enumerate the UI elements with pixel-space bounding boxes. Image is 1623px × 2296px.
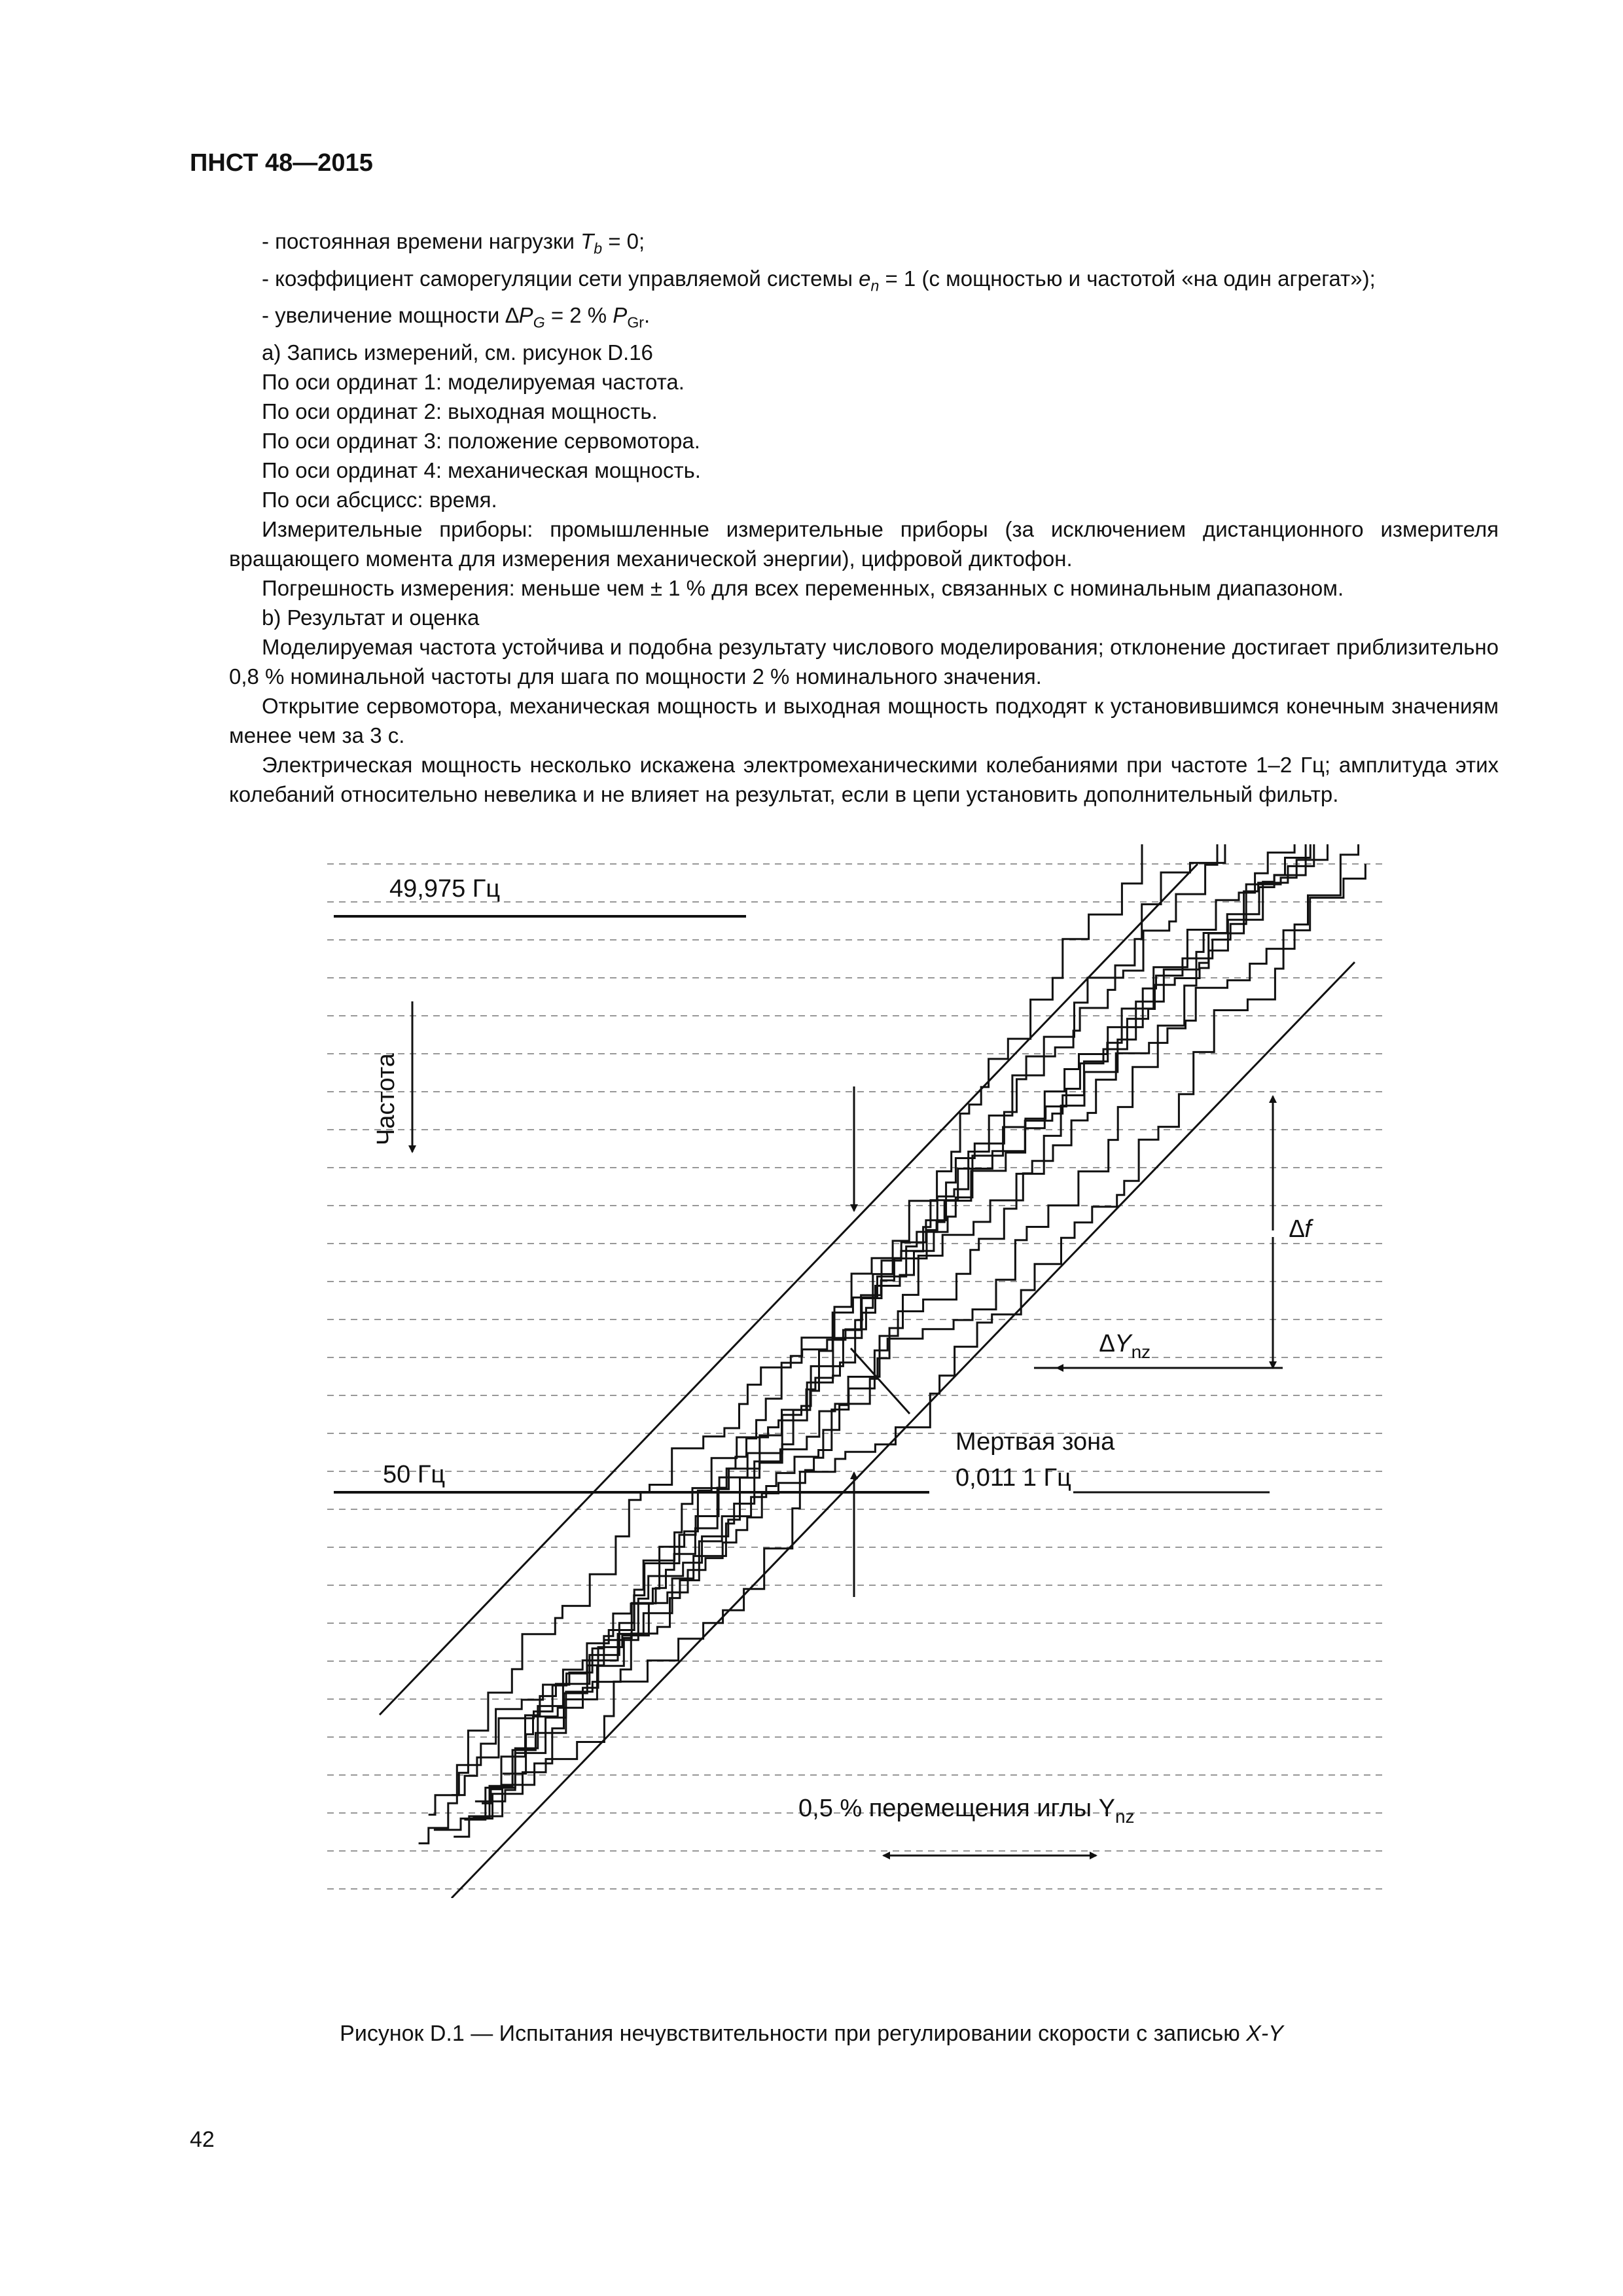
ordinate-3: По оси ординат 3: положение сервомотора. [262, 428, 700, 453]
param-load-time: - постоянная времени нагрузки $T_b = 0$; [262, 229, 645, 257]
param-power-increase: - увеличение мощности $\Delta P_G = 2$ % $P_{Gr}$. [262, 303, 651, 331]
label-49975: 49,975 Гц [389, 875, 501, 903]
label-needle-travel: 0,5 % перемещения иглы $Y_{nz}$ [798, 1795, 1135, 1827]
staircase-trace [429, 844, 1142, 1815]
item-b: b) Результат и оценка [262, 605, 480, 630]
item-a: a) Запись измерений, см. рисунок D.16 [262, 340, 653, 365]
staircase-traces [419, 844, 1366, 1843]
xy-recording-figure [327, 844, 1387, 1898]
label-delta-y: $\Delta Y_{nz}$ [1099, 1330, 1151, 1362]
figure-caption: Рисунок D.1 — Испытания нечувствительности при регулировании скорости с записью X-Y [340, 2021, 1283, 2046]
envelope-upper [380, 864, 1198, 1715]
result-paragraph-2: Открытие сервомотора, механическая мощность и выходная мощность подходят к установившимся конечным значениям менее чем за 3 с. [229, 693, 1499, 747]
label-50hz: 50 Гц [383, 1461, 446, 1488]
staircase-trace [503, 844, 1225, 1774]
ordinate-2: По оси ординат 2: выходная мощность. [262, 399, 658, 423]
abscissa: По оси абсцисс: время. [262, 487, 497, 512]
document-code: ПНСТ 48—2015 [190, 149, 373, 177]
staircase-trace [475, 844, 1310, 1801]
page-number: 42 [190, 2127, 215, 2152]
label-frequency-axis: Частота [372, 1053, 400, 1145]
body-text [229, 226, 1499, 809]
param-self-regulation: - коэффициент саморегуляции сети управляемой системы $e_n = 1$ (с мощностью и частотой «на один агрегат»); [262, 266, 1376, 295]
result-paragraph-1: Моделируемая частота устойчива и подобна результату числового моделирования; отклонение достигает приблизительно 0,8 % номинальной частоты для шага по мощности 2 % номинального значения. [229, 634, 1499, 689]
error-paragraph: Погрешность измерения: меньше чем ± 1 % для всех переменных, связанных с номинальным диапазоном. [262, 575, 1344, 600]
label-dead-zone-value: 0,011 1 Гц [955, 1464, 1071, 1492]
staircase-trace [434, 864, 1365, 1830]
figure-svg [327, 844, 1387, 1898]
ordinate-4: По оси ординат 4: механическая мощность. [262, 457, 701, 482]
label-dead-zone: Мертвая зона [955, 1428, 1115, 1456]
label-delta-f: ∆f [1289, 1215, 1311, 1243]
result-paragraph-3: Электрическая мощность несколько искажена электромеханическими колебаниями при частоте 1–2 Гц; амплитуда этих колебаний относительно невелика и не влияет на результат, если в цепи установить дополнительный фильтр. [229, 752, 1499, 806]
envelope-lower [452, 962, 1355, 1898]
instruments-paragraph: Измерительные приборы: промышленные измерительные приборы (за исключением дистанционного измерителя вращающего момента для измерения механической энергии), цифровой диктофон. [229, 516, 1499, 571]
ordinate-1: По оси ординат 1: моделируемая частота. [262, 369, 685, 394]
